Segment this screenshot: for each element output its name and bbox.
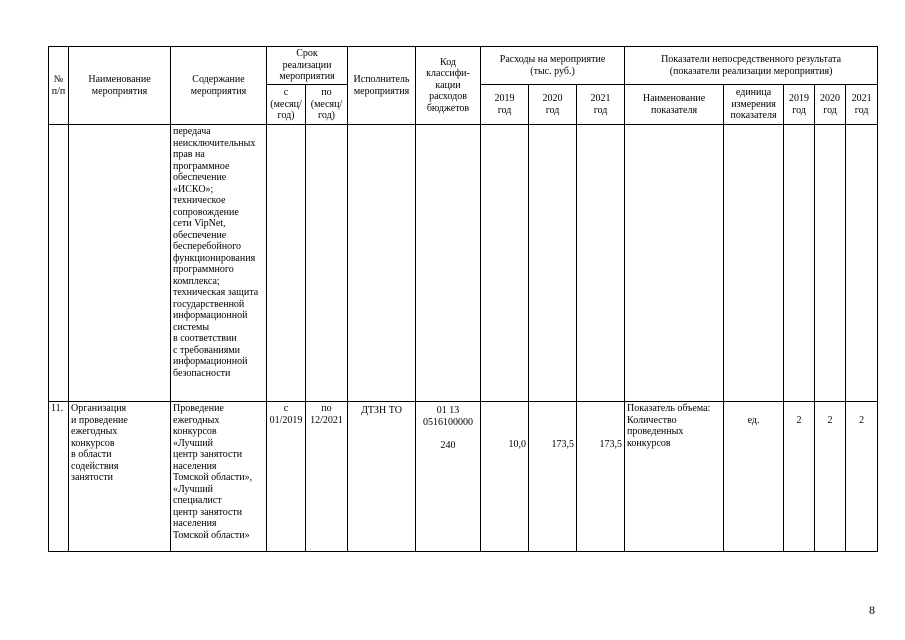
col-num-header: № п/п: [49, 47, 69, 125]
cell-to: по 12/2021: [306, 402, 348, 552]
col-term-from-header: с (месяц/ год): [267, 85, 306, 125]
cell-ind-2020: 2: [815, 402, 846, 552]
cell-num: 11.: [49, 402, 69, 552]
cell-code: [416, 125, 481, 402]
page-number: 8: [869, 603, 875, 617]
cell-from: [267, 125, 306, 402]
col-exp-2019-header: 2019 год: [481, 85, 529, 125]
col-name-header: Наименование мероприятия: [69, 47, 171, 125]
cell-ind-name: [625, 125, 724, 402]
cell-exp-2020: [529, 125, 577, 402]
header-row-1: [49, 47, 878, 85]
cell-ind-name: Показатель объема: Количество проведенных конкурсов: [625, 402, 724, 552]
col-content-header: Содержание мероприятия: [171, 47, 267, 125]
col-code-header: Код классифи- кации расходов бюджетов: [416, 47, 481, 125]
plan-table: [48, 46, 878, 552]
cell-ind-unit: [724, 125, 784, 402]
cell-from: с 01/2019: [267, 402, 306, 552]
cell-executor: [348, 125, 416, 402]
col-indicators-header: Показатели непосредственного результата (показатели реализации мероприятия): [625, 47, 878, 85]
cell-ind-unit: ед.: [724, 402, 784, 552]
cell-name: Организация и проведение ежегодных конкурсов в области содействия занятости: [69, 402, 171, 552]
col-ind-2021-header: 2021 год: [846, 85, 878, 125]
cell-exp-2021: [577, 125, 625, 402]
cell-exp-2019: [481, 125, 529, 402]
cell-executor: ДТЗН ТО: [348, 402, 416, 552]
col-expenses-header: Расходы на мероприятие (тыс. руб.): [481, 47, 625, 85]
cell-exp-2019: 10,0: [481, 402, 529, 552]
table-row-continuation: [49, 125, 878, 402]
col-ind-unit-header: единица измерения показателя: [724, 85, 784, 125]
cell-content: передача неисключительных прав на программное обеспечение «ИСКО»; техническое сопровождение сети VipNet, обеспечение бесперебойного функционирования программного комплекса; техническая защита государственной информационной системы в соответствии с требованиями информационной безопасности: [171, 125, 267, 402]
col-ind-2020-header: 2020 год: [815, 85, 846, 125]
col-exp-2021-header: 2021 год: [577, 85, 625, 125]
cell-ind-2021: 2: [846, 402, 878, 552]
table-row-11: [49, 402, 878, 552]
cell-code: 01 13 0516100000 240: [416, 402, 481, 552]
col-exp-2020-header: 2020 год: [529, 85, 577, 125]
cell-exp-2020: 173,5: [529, 402, 577, 552]
cell-num: [49, 125, 69, 402]
col-term-header: Срок реализации мероприятия: [267, 47, 348, 85]
cell-ind-2020: [815, 125, 846, 402]
cell-ind-2019: 2: [784, 402, 815, 552]
cell-to: [306, 125, 348, 402]
col-executor-header: Исполнитель мероприятия: [348, 47, 416, 125]
cell-content: Проведение ежегодных конкурсов «Лучший центр занятости населения Томской области», «Лучший специалист центр занятости населения Томской области»: [171, 402, 267, 552]
cell-ind-2019: [784, 125, 815, 402]
col-ind-name-header: Наименование показателя: [625, 85, 724, 125]
cell-name: [69, 125, 171, 402]
cell-exp-2021: 173,5: [577, 402, 625, 552]
cell-ind-2021: [846, 125, 878, 402]
col-ind-2019-header: 2019 год: [784, 85, 815, 125]
col-term-to-header: по (месяц/ год): [306, 85, 348, 125]
